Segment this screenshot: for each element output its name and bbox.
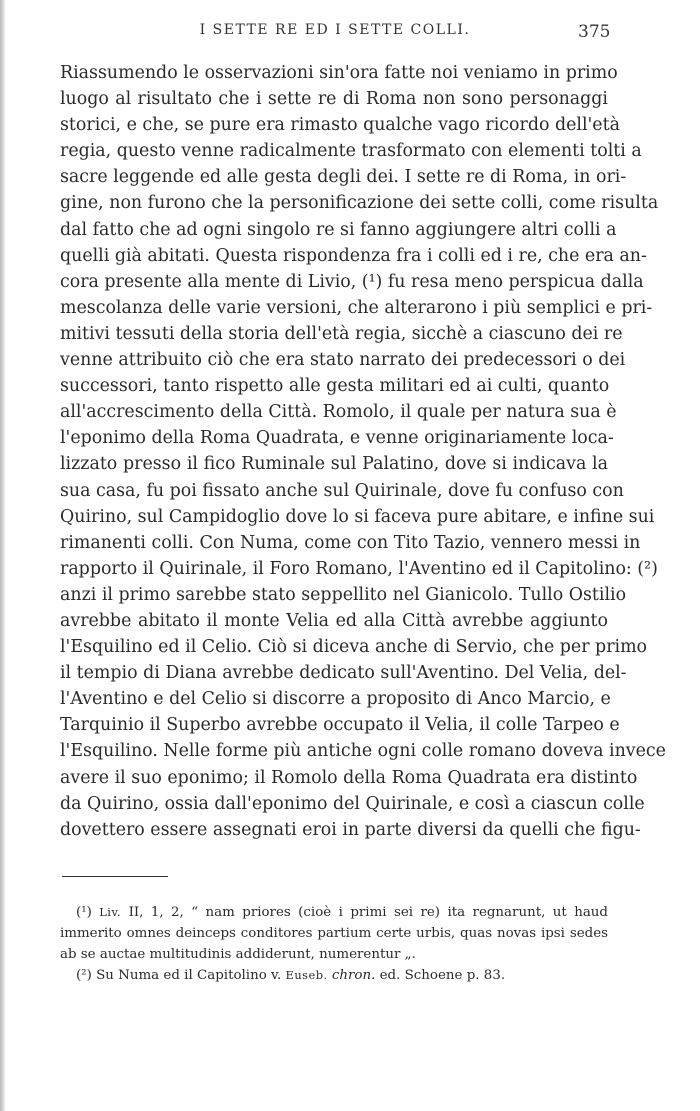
- footnote-1-text: II, 1, 2, “ nam priores (cioè i primi sei re) ita regnarunt, ut haud: [121, 905, 608, 920]
- text-line-1: Riassumendo le osservazioni sin'ora fatte noi veniamo in primo: [60, 63, 618, 83]
- text-line-3: storici, e che, se pure era rimasto qualche vago ricordo dell'età: [60, 115, 620, 136]
- text-line-20: rapporto il Quirinale, il Foro Romano, l'Aventino ed il Capitolino: (²): [60, 558, 658, 579]
- text-line-17: sua casa, fu poi fissato anche sul Quirinale, dove fu confuso con: [60, 480, 624, 501]
- text-line-23: l'Esquilino ed il Celio. Ciò si diceva anche di Servio, che per primo: [60, 637, 648, 658]
- footnote-2-text: (²) Su Numa ed il Capitolino v.: [76, 968, 286, 983]
- text-line-19: rimanenti colli. Con Numa, come con Tito Tazio, vennero messi in: [60, 532, 641, 553]
- text-line-24: il tempio di Diana avrebbe dedicato sull'Aventino. Del Velia, del-: [60, 663, 627, 684]
- text-line-14: all'accrescimento della Città. Romolo, il quale per natura sua è: [60, 402, 617, 423]
- text-line-21: anzi il primo sarebbe stato seppellito nel Gianicolo. Tullo Ostilio: [60, 584, 627, 605]
- text-line-16: lizzato presso il fico Ruminale sul Palatino, dove si indicava la: [60, 454, 608, 475]
- text-line-15: l'eponimo della Roma Quadrata, e venne originariamente loca-: [60, 428, 614, 449]
- running-title: I SETTE RE ED I SETTE COLLI.: [199, 22, 471, 38]
- footnote-2-author: Euseb.: [285, 968, 328, 982]
- footnote-1-line-2: immerito omnes deinceps conditores partium certe urbis, quas novas ipsi sedes: [60, 926, 608, 941]
- running-head: [60, 22, 610, 44]
- footnote-2-work: chron.: [331, 968, 376, 983]
- footnotes: [60, 902, 608, 986]
- body-text: [60, 60, 666, 843]
- footnote-rule: [62, 876, 168, 877]
- text-line-2: luogo al risultato che i sette re di Roma non sono personaggi: [60, 89, 608, 110]
- text-line-13: successori, tanto rispetto alle gesta militari ed ai culti, quanto: [60, 376, 610, 397]
- text-line-22: avrebbe abitato il monte Velia ed alla Città avrebbe aggiunto: [60, 610, 608, 631]
- text-line-9: cora presente alla mente di Livio, (¹) fu resa meno perspicua dalla: [60, 271, 644, 292]
- footnote-1-line-1: [60, 902, 608, 923]
- text-line-28: avere il suo eponimo; il Romolo della Roma Quadrata era distinto: [60, 767, 638, 788]
- text-line-12: venne attribuito ciò che era stato narrato dei predecessori o dei: [60, 350, 626, 371]
- footnote-1-marker: (¹): [76, 905, 100, 920]
- text-line-10: mescolanza delle varie versioni, che alterarono i più semplici e pri-: [60, 297, 653, 318]
- text-line-18: Quirino, sul Campidoglio dove lo si faceva pure abitare, e infine sui: [60, 506, 655, 527]
- text-line-25: l'Aventino e del Celio si discorre a proposito di Anco Marcio, e: [60, 689, 611, 710]
- text-line-29: da Quirino, ossia dall'eponimo del Quirinale, e così a ciascun colle: [60, 793, 645, 814]
- text-line-5: sacre leggende ed alle gesta degli dei. I sette re di Roma, in ori-: [60, 167, 627, 188]
- text-line-7: dal fatto che ad ogni singolo re si fanno aggiungere altri colli a: [60, 219, 617, 240]
- text-line-30: dovettero essere assegnati eroi in parte diversi da quelli che figu-: [60, 819, 641, 840]
- text-line-26: Tarquinio il Superbo avrebbe occupato il Velia, il colle Tarpeo e: [60, 715, 620, 736]
- text-line-27: l'Esquilino. Nelle forme più antiche ogni colle romano doveva invece: [60, 741, 666, 762]
- text-line-8: quelli già abitati. Questa rispondenza fra i colli ed i re, che era an-: [60, 245, 647, 266]
- text-line-6: gine, non furono che la personificazione dei sette colli, come risulta: [60, 193, 659, 214]
- text-line-4: regia, questo venne radicalmente trasformato con elementi tolti a: [60, 141, 642, 162]
- page-number: 375: [578, 22, 611, 42]
- footnote-1-author: Liv.: [99, 905, 122, 919]
- footnote-2: [60, 965, 608, 986]
- text-line-11: mitivi tessuti della storia dell'età regia, sicchè a ciascuno dei re: [60, 323, 623, 344]
- footnote-2-edition: ed. Schoene p. 83.: [375, 968, 506, 983]
- page-edge: [0, 0, 5, 1111]
- footnote-1-line-3: ab se auctae multitudinis addiderunt, numerentur „.: [60, 947, 416, 962]
